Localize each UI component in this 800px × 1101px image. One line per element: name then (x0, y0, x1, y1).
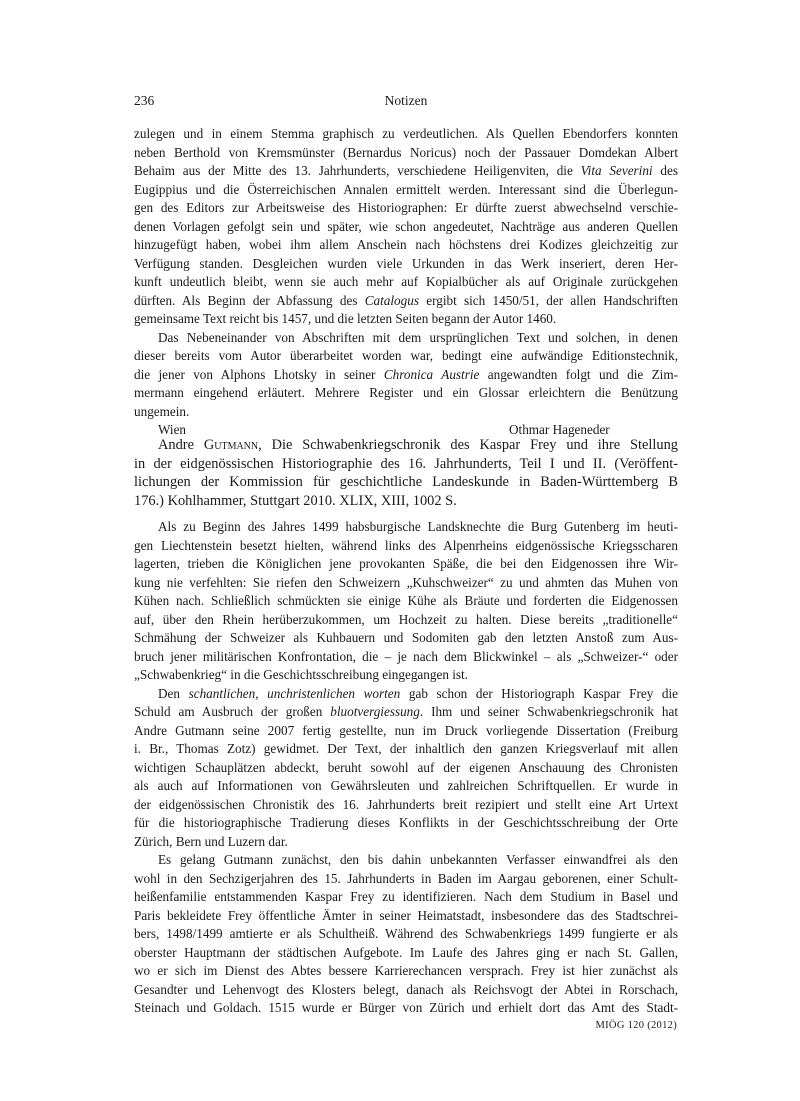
text-line: Verfügung standen. Desgleichen wurden viele Urkunden in das Werk inseriert, deren Her- (134, 255, 678, 271)
signature-place: Wien (158, 422, 187, 437)
text-line: auf, über den Rhein herüberzukommen, um Hochzeit zu halten. Diese bereits „traditionelle“ (134, 611, 678, 627)
text-line: Schmähung der Schweizer als Kuhbauern und Sodomiten gab den letzten Anstoß zum Aus- (134, 630, 678, 645)
review-heading-line: 176.) Kohlhammer, Stuttgart 2010. XLIX, XIII, 1002 S. (134, 492, 457, 509)
text-line: „Schwabenkrieg“ in die Geschichtsschreibung eingegangen ist. (134, 667, 468, 682)
text-line: oberster Hauptmann der städtischen Aufgebote. Im Laufe des Jahres ging er nach St. Gallen, (134, 944, 678, 960)
text-line: Den schantlichen, unchristenlichen worten gab schon der Historiograph Kaspar Frey die (158, 685, 678, 701)
review-continuation (134, 125, 678, 440)
text-line: heißenfamilie entstammenden Kaspar Frey zu identifizieren. Nach dem Studium in Basel und (134, 889, 678, 904)
text-line: Kühen nach. Schließlich schmückten sie einige Kühe als Bräute und forderten die Eidgenossen (134, 593, 678, 608)
text-line: denen Vorlagen gefolgt sein und später, wie schon angedeutet, Nachträge aus anderen Quellen (134, 218, 678, 234)
text-line: Als zu Beginn des Jahres 1499 habsburgische Landsknechte die Burg Gutenberg im heuti- (158, 519, 678, 534)
text-line: Gesandter und Lehenvogt des Klosters belegt, danach als Reichsvogt der Abtei in Rorschach, (134, 981, 678, 997)
text-line: kung nie verfehlten: Sie riefen den Schweizern „Kuhschweizer“ zu und ahmten das Muhen von (134, 574, 678, 590)
text-line: Es gelang Gutmann zunächst, den bis dahin unbekannten Verfasser einwandfrei als den (158, 852, 678, 867)
text-line: kunft undeutlich bleibt, wenn sie auch mehr auf Kopialbücher als auf Originale zurückgehen (134, 274, 678, 289)
text-line: Eugippius und die Österreichischen Annalen ermittelt werden. Interessant sind die Überlegun- (134, 181, 678, 197)
text-line: Schuld am Ausbruch der großen bluotvergiessung. Ihm und seiner Schwabenkriegschronik hat (134, 704, 678, 719)
text-line: zulegen und in einem Stemma graphisch zu verdeutlichen. Als Quellen Ebendorfers konnten (134, 126, 678, 141)
text-line: Behaim aus der Mitte des 13. Jahrhunderts, verschiedene Heiligenviten, die Vita Severini des (134, 163, 678, 178)
text-line: i. Br., Thomas Zotz) gewidmet. Der Text, der inhaltlich den ganzen Kriegsverlauf mit allen (134, 741, 678, 756)
text-line: gemeinsame Text reicht bis 1457, und die letzten Seiten begann der Autor 1460. (134, 311, 557, 326)
text-line: wohl in den Sechzigerjahren des 15. Jahrhunderts in Baden im Aargau geborenen, einer Schult- (134, 870, 678, 886)
review-heading-line: lichungen der Kommission für geschichtliche Landeskunde in Baden-Württemberg B (134, 474, 678, 491)
text-line: der eidgenössischen Chronistik des 16. Jahrhunderts breit rezipiert und stellt eine Art Urtext (134, 796, 678, 812)
review-heading-line: in der eidgenössischen Historiographie des 16. Jahrhunderts, Teil I und II. (Veröffent- (134, 455, 678, 472)
text-line: hinzugefügt haben, wobei ihm allem Anschein nach höchstens drei Kodizes gleichzeitig zur (134, 237, 678, 252)
text-line: dürften. Als Beginn der Abfassung des Catalogus ergibt sich 1450/51, der allen Handschriften (134, 292, 678, 308)
review-heading-line: Andre Gutmann, Die Schwabenkriegschronik des Kaspar Frey und ihre Stellung (158, 437, 678, 453)
text-line: Paris bekleidete Frey öffentliche Ämter in seiner Heimatstadt, insbesondere das des Stadtschrei- (134, 907, 678, 923)
text-line: Andre Gutmann seine 2007 fertig gestellte, nun im Druck vorliegende Dissertation (Freiburg (134, 722, 678, 738)
text-line: wo er sich im Dienst des Abtes bessere Karrierechancen versprach. Frey ist hier zunächst als (134, 963, 678, 978)
text-line: wichtigen Schauplätzen abdeckt, beruht sowohl auf der eigenen Anschauung des Chronisten (134, 759, 678, 775)
running-title: Notizen (384, 93, 428, 108)
text-line: neben Berthold von Kremsmünster (Bernardus Noricus) noch der Passauer Domdekan Albert (134, 144, 678, 160)
text-line: lagerten, trieben die Königlichen jene provokanten Späße, die bei den Eidgenossen ihre Wir- (134, 556, 678, 571)
text-line: dieser bereits vom Autor überarbeitet worden war, bedingt eine aufwändige Editionstechnik, (134, 348, 678, 363)
text-line: die jener von Alphons Lhotsky in seiner Chronica Austrie angewandten folgt und die Zim- (134, 366, 678, 382)
review-body (134, 518, 678, 1018)
text-line: gen des Editors zur Arbeitsweise des Historiographen: Er dürfte zuerst abwechselnd verschie- (134, 200, 678, 215)
signature-author: Othmar Hageneder (509, 422, 610, 437)
text-line: bers, 1498/1499 amtierte er als Schultheiß. Während des Schwabenkriegs 1499 fungierte er als (134, 926, 678, 941)
text-line: Das Nebeneinander von Abschriften mit dem ursprünglichen Text und solchen, in denen (158, 329, 678, 345)
journal-footer: MIÖG 120 (2012) (595, 1020, 677, 1031)
review-heading (134, 436, 678, 510)
text-line: Steinach und Goldach. 1515 wurde er Bürger von Zürich und erhielt dort das Amt des Stadt- (134, 1000, 678, 1015)
text-line: als auch auf Informationen von Gewährsleuten und zahlreichen Schriftquellen. Er wurde in (134, 778, 678, 793)
text-line: bruch jener militärischen Konfrontation, die – je nach dem Blickwinkel – als „Schweizer-“ oder (134, 648, 678, 664)
text-line: Zürich, Bern und Luzern dar. (134, 833, 288, 849)
text-line: ungemein. (134, 403, 190, 419)
page-number: 236 (134, 93, 155, 108)
text-line: mermann eingehend erläutert. Mehrere Register und ein Glossar erleichtern die Benützung (134, 385, 678, 400)
text-line: für die historiographische Tradierung dieses Konflikts in der Geschichtsschreibung der Orte (134, 815, 678, 830)
text-line: gen Liechtenstein besetzt hielten, während links des Alpenrheins eidgenössische Kriegsscharen (134, 537, 678, 553)
page-header (134, 93, 678, 113)
